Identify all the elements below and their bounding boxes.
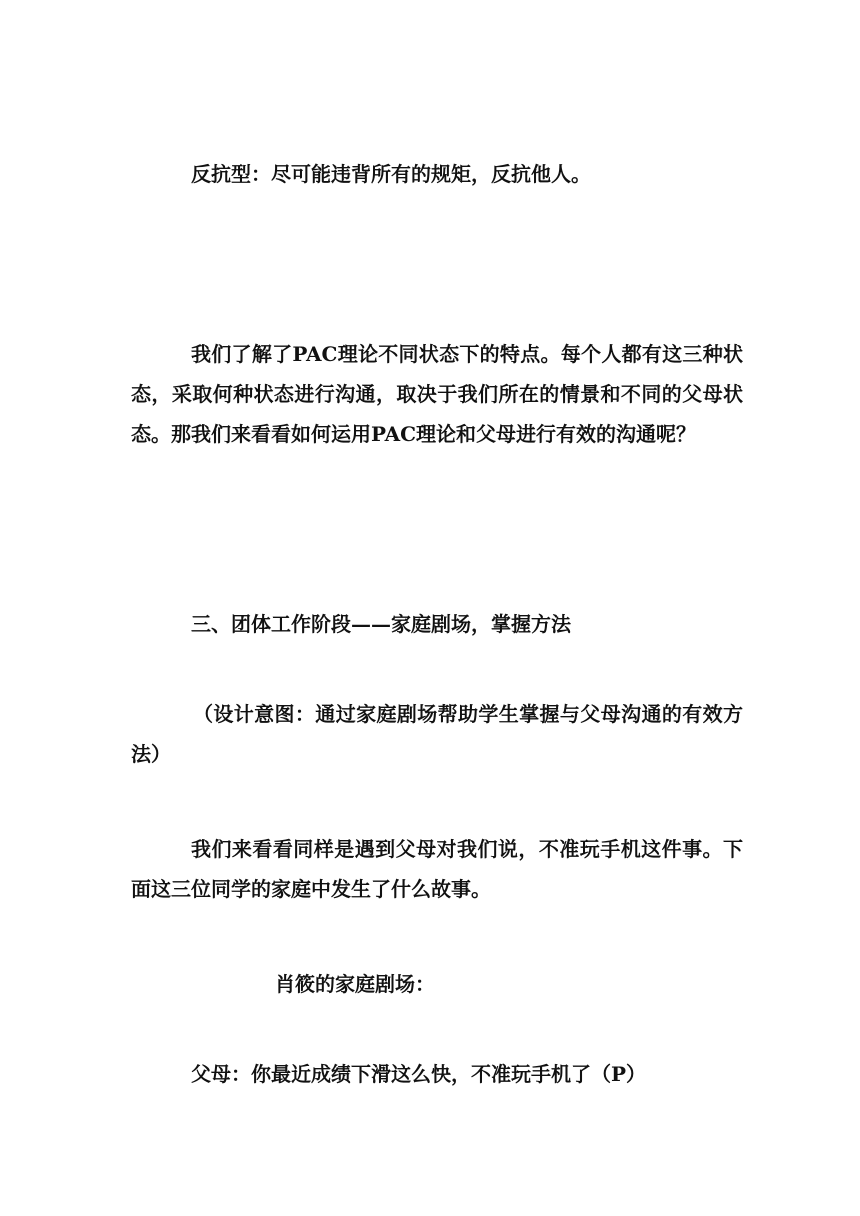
- paragraph-phone-scenario: 我们来看看同样是遇到父母对我们说，不准玩手机这件事。下面这三位同学的家庭中发生了什么故事。: [131, 837, 743, 901]
- paragraph-design-intent: （设计意图：通过家庭剧场帮助学生掌握与父母沟通的有效方法）: [131, 702, 743, 766]
- paragraph-rebellious-type: 反抗型：尽可能违背所有的规矩，反抗他人。: [191, 162, 591, 186]
- dialogue-parent-line: 父母：你最近成绩下滑这么快，不准玩手机了（P）: [191, 1062, 647, 1086]
- paragraph-pac-theory: 我们了解了PAC理论不同状态下的特点。每个人都有这三种状态，采取何种状态进行沟通，取决于我们所在的情景和不同的父母状态。那我们来看看如何运用PAC理论和父母进行有效的沟通呢？: [131, 342, 743, 446]
- section-heading-family-theater: 三、团体工作阶段——家庭剧场，掌握方法: [191, 612, 571, 636]
- subheading-xiaoxiao-theater: 肖筱的家庭剧场：: [275, 972, 435, 996]
